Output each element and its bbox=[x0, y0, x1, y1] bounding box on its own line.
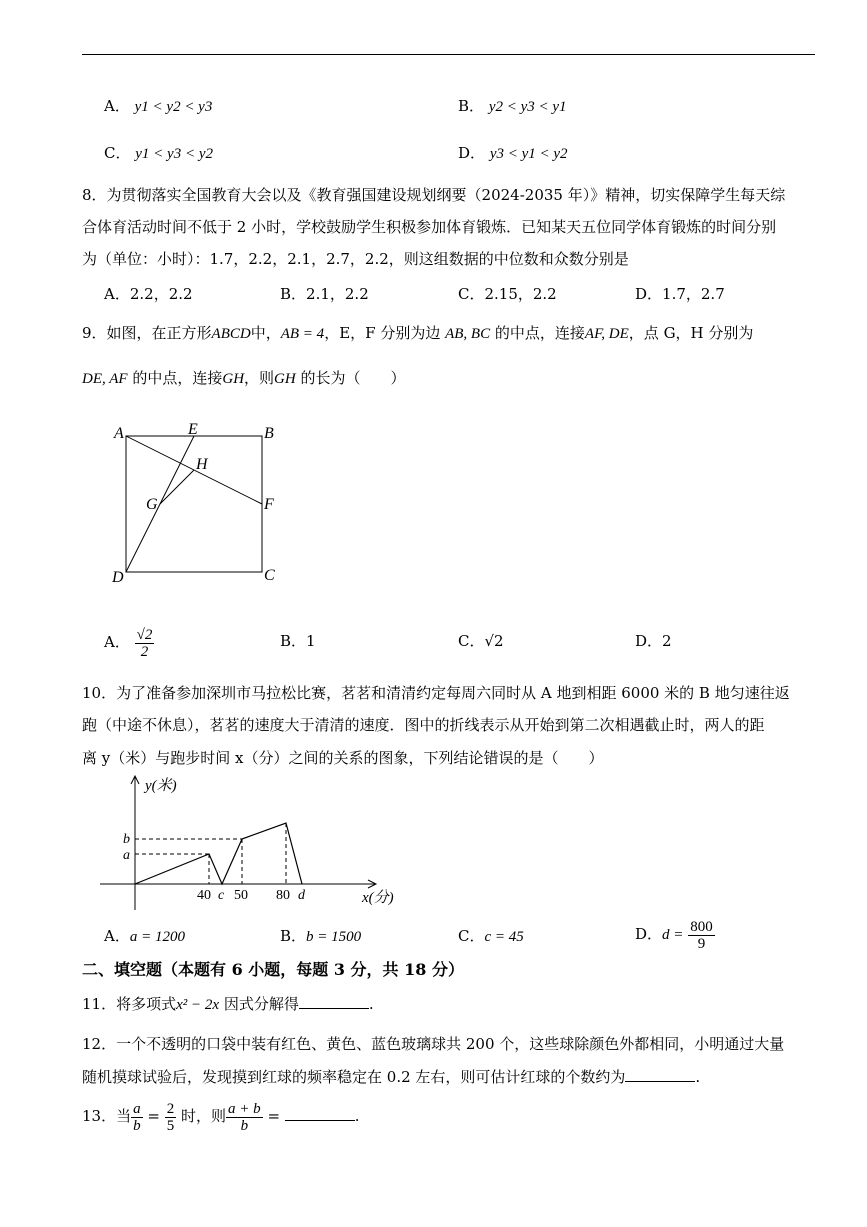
distance-polyline bbox=[135, 823, 302, 884]
label-a: A bbox=[114, 425, 124, 442]
q11-answer-blank bbox=[299, 994, 369, 1009]
q9-option-b: B．1 bbox=[280, 632, 316, 650]
header-rule bbox=[82, 54, 815, 55]
q10-stem-line3: 离 y（米）与跑步时间 x（分）之间的关系的图象，下列结论错误的是（ ） bbox=[82, 749, 604, 767]
label-g: G bbox=[146, 496, 158, 513]
x-axis-label: x(分) bbox=[362, 890, 394, 906]
tick-b: b bbox=[123, 832, 130, 847]
q10-option-d: D．d = $\frac{800}{9}$ bbox=[635, 918, 713, 952]
q12-stem-line1: 12．一个不透明的口袋中装有红色、黄色、蓝色玻璃球共 200 个，这些球除颜色外都相同，小明通过大量 bbox=[82, 1035, 785, 1053]
q9-option-a: A． $\frac{√2}{2}$ bbox=[104, 626, 153, 660]
label-d: D bbox=[112, 569, 124, 586]
label-f: F bbox=[264, 496, 274, 513]
q13-stem: 13．当 $\frac{a}{b}$ = $\frac{2}{5}$ 时，则 $\frac{a + b}{b}$ = . bbox=[82, 1100, 360, 1134]
label-h: H bbox=[196, 456, 208, 473]
section-title-fill-in: 二、填空题（本题有 6 小题，每题 3 分，共 18 分） bbox=[82, 960, 464, 979]
q8-option-a: A．2.2，2.2 bbox=[104, 285, 193, 303]
q10-stem-line2: 跑（中途不休息），茗茗的速度大于清清的速度．图中的折线表示从开始到第二次相遇截止时，两人的距 bbox=[82, 716, 765, 734]
q8-option-b: B．2.1，2.2 bbox=[280, 285, 369, 303]
label-e: E bbox=[188, 421, 198, 438]
q7-option-a: A． y1 < y2 < y3 bbox=[104, 97, 213, 115]
tick-40: 40 bbox=[197, 888, 211, 903]
q9-option-c: C．√2 bbox=[458, 632, 504, 650]
tick-c: c bbox=[218, 888, 225, 903]
q8-stem-line2: 合体育活动时间不低于 2 小时，学校鼓励学生积极参加体育锻炼．已知某天五位同学体育锻炼的时间分别 bbox=[82, 218, 777, 236]
q8-option-c: C．2.15，2.2 bbox=[458, 285, 557, 303]
q7-option-b: B． y2 < y3 < y1 bbox=[458, 97, 567, 115]
y-axis-label: y(米) bbox=[145, 778, 177, 794]
segment-gh bbox=[160, 470, 194, 504]
q8-stem-line3: 为（单位：小时）：1.7，2.2，2.1，2.7，2.2，则这组数据的中位数和众数分别是 bbox=[82, 250, 629, 268]
q10-option-b: B．b = 1500 bbox=[280, 927, 362, 945]
q7-option-d: D． y3 < y1 < y2 bbox=[458, 144, 568, 162]
q13-answer-blank bbox=[285, 1106, 355, 1121]
tick-d: d bbox=[298, 888, 305, 903]
tick-50: 50 bbox=[234, 888, 248, 903]
tick-80: 80 bbox=[276, 888, 290, 903]
q10-stem-line1: 10．为了准备参加深圳市马拉松比赛，茗茗和清清约定每周六同时从 A 地到相距 6000 米的 B 地匀速往返 bbox=[82, 684, 790, 702]
q9-square-figure bbox=[100, 412, 290, 592]
q8-stem-line1: 8．为贯彻落实全国教育大会以及《教育强国建设规划纲要（2024-2035 年）》精神，切实保障学生每天综 bbox=[82, 186, 786, 204]
q7-option-c: C． y1 < y3 < y2 bbox=[104, 144, 213, 162]
label-c: C bbox=[264, 567, 275, 584]
q9-stem-line2: DE, AF 的中点，连接GH，则GH 的长为（ ） bbox=[82, 369, 406, 387]
q9-option-d: D．2 bbox=[635, 632, 672, 650]
tick-a: a bbox=[123, 848, 130, 863]
q10-distance-time-graph bbox=[95, 772, 405, 912]
q12-answer-blank bbox=[625, 1067, 695, 1082]
q9-stem-line1: 9．如图，在正方形ABCD中，AB = 4，E，F 分别为边 AB, BC 的中点，连接AF, DE，点 G，H 分别为 bbox=[82, 324, 754, 342]
q10-option-a: A．a = 1200 bbox=[104, 927, 185, 945]
label-b: B bbox=[264, 425, 274, 442]
q8-option-d: D．1.7，2.7 bbox=[635, 285, 725, 303]
q12-stem-line2: 随机摸球试验后，发现摸到红球的频率稳定在 0.2 左右，则可估计红球的个数约为 . bbox=[82, 1068, 701, 1086]
q11-stem: 11．将多项式x² − 2x 因式分解得 . bbox=[82, 995, 374, 1013]
q10-option-c: C．c = 45 bbox=[458, 927, 524, 945]
